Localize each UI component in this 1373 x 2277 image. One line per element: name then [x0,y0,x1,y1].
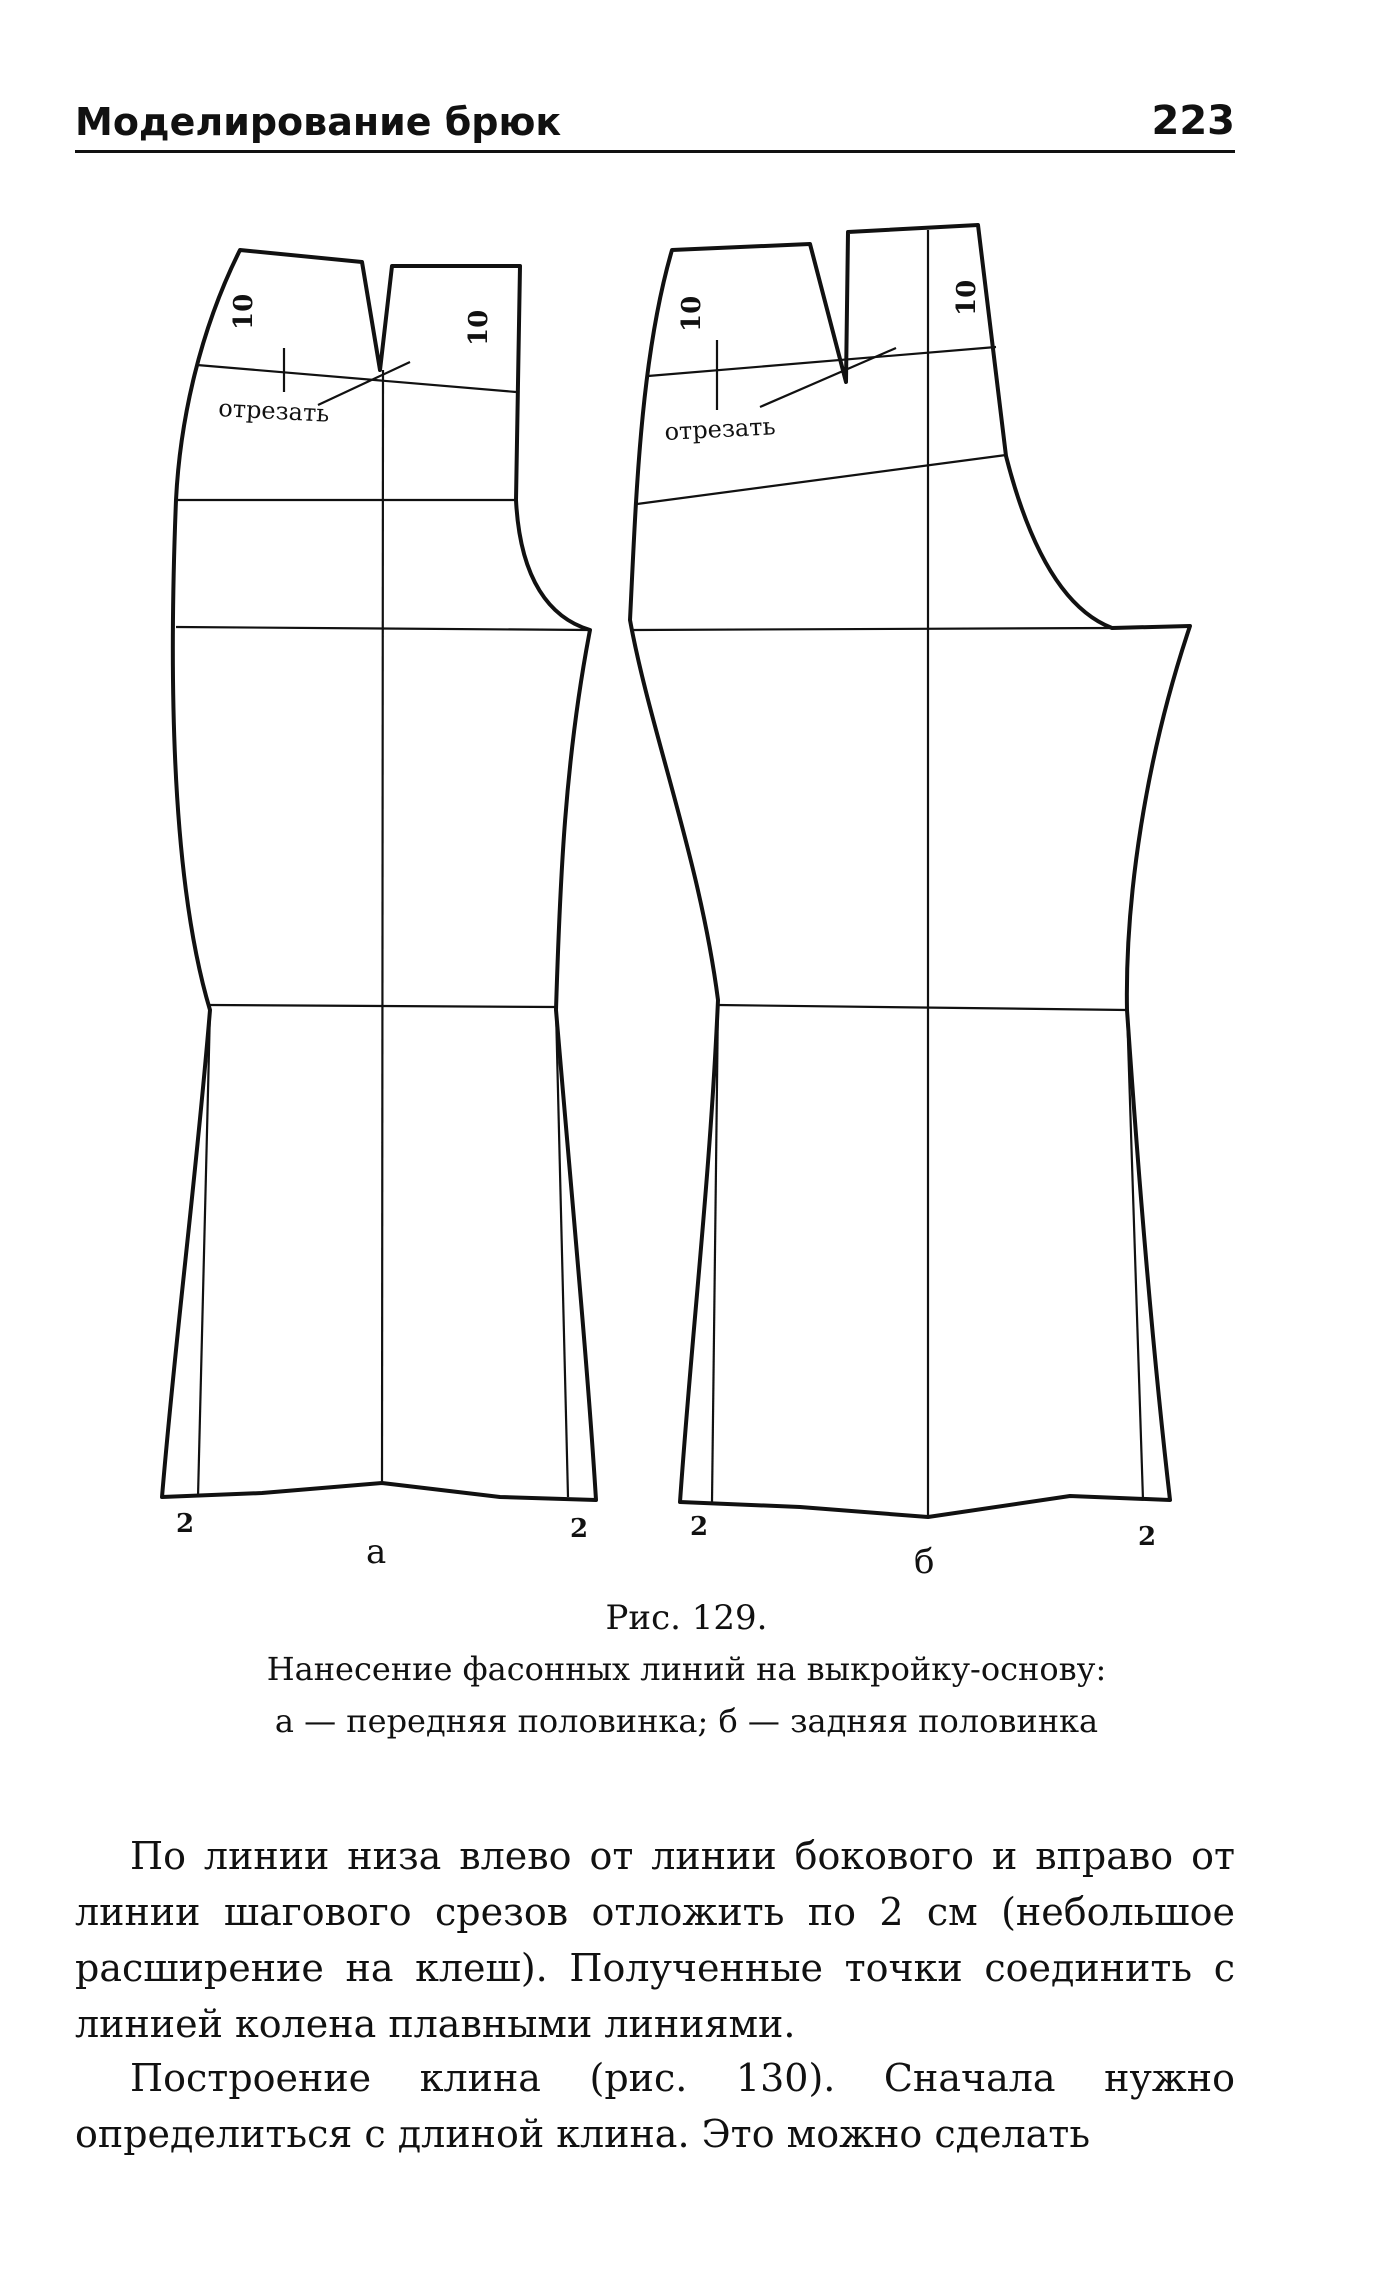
back-knee-line [718,1005,1127,1010]
front-cut-pointer [318,362,410,405]
back-flare-right [1127,1010,1143,1500]
back-cut-label: отрезать [663,412,777,446]
back-crotch-line [630,628,1112,630]
back-half-pattern [630,225,1190,1582]
back-lower-yoke-line [637,455,1006,504]
back-hem-right: 2 [1138,1522,1157,1552]
front-hem-left: 2 [176,1509,195,1539]
front-letter: а [366,1532,387,1572]
front-half-pattern [162,250,596,1572]
front-cut-label: отрезать [217,394,331,428]
back-hem-left: 2 [690,1512,709,1542]
paragraph: По линии низа влево от линии бокового и вправо от линии шагового срезов отложить по 2 см (небольшое расширение на клеш). Полученные точки соединить с линией колена плавными линиями. [75,1834,1235,2046]
figure-number: Рис. 129. [605,1598,768,1638]
back-cut-pointer [760,348,896,407]
paragraph: Построение клина (рис. 130). Сначала нужно определиться с длиной клина. Это можно сделать [75,2056,1235,2156]
front-dart-label-left: 10 [229,293,259,330]
figure-legend: а — передняя половинка; б — задняя половинка [274,1702,1099,1740]
front-hem-right: 2 [570,1514,589,1544]
front-dart-label-right: 10 [464,309,494,346]
front-crotch-line [176,627,590,630]
chapter-title: Моделирование брюк [75,100,562,144]
back-dart-label-right: 10 [952,279,982,316]
figure-title: Нанесение фасонных линий на выкройку-основу: [266,1650,1107,1688]
front-knee-line [210,1005,556,1007]
back-upper-yoke-line [648,347,996,376]
back-letter: б [914,1542,935,1582]
front-crease-line [382,370,383,1483]
page-number: 223 [1151,98,1235,144]
front-outline [162,250,596,1500]
back-dart-label-left: 10 [677,295,707,332]
